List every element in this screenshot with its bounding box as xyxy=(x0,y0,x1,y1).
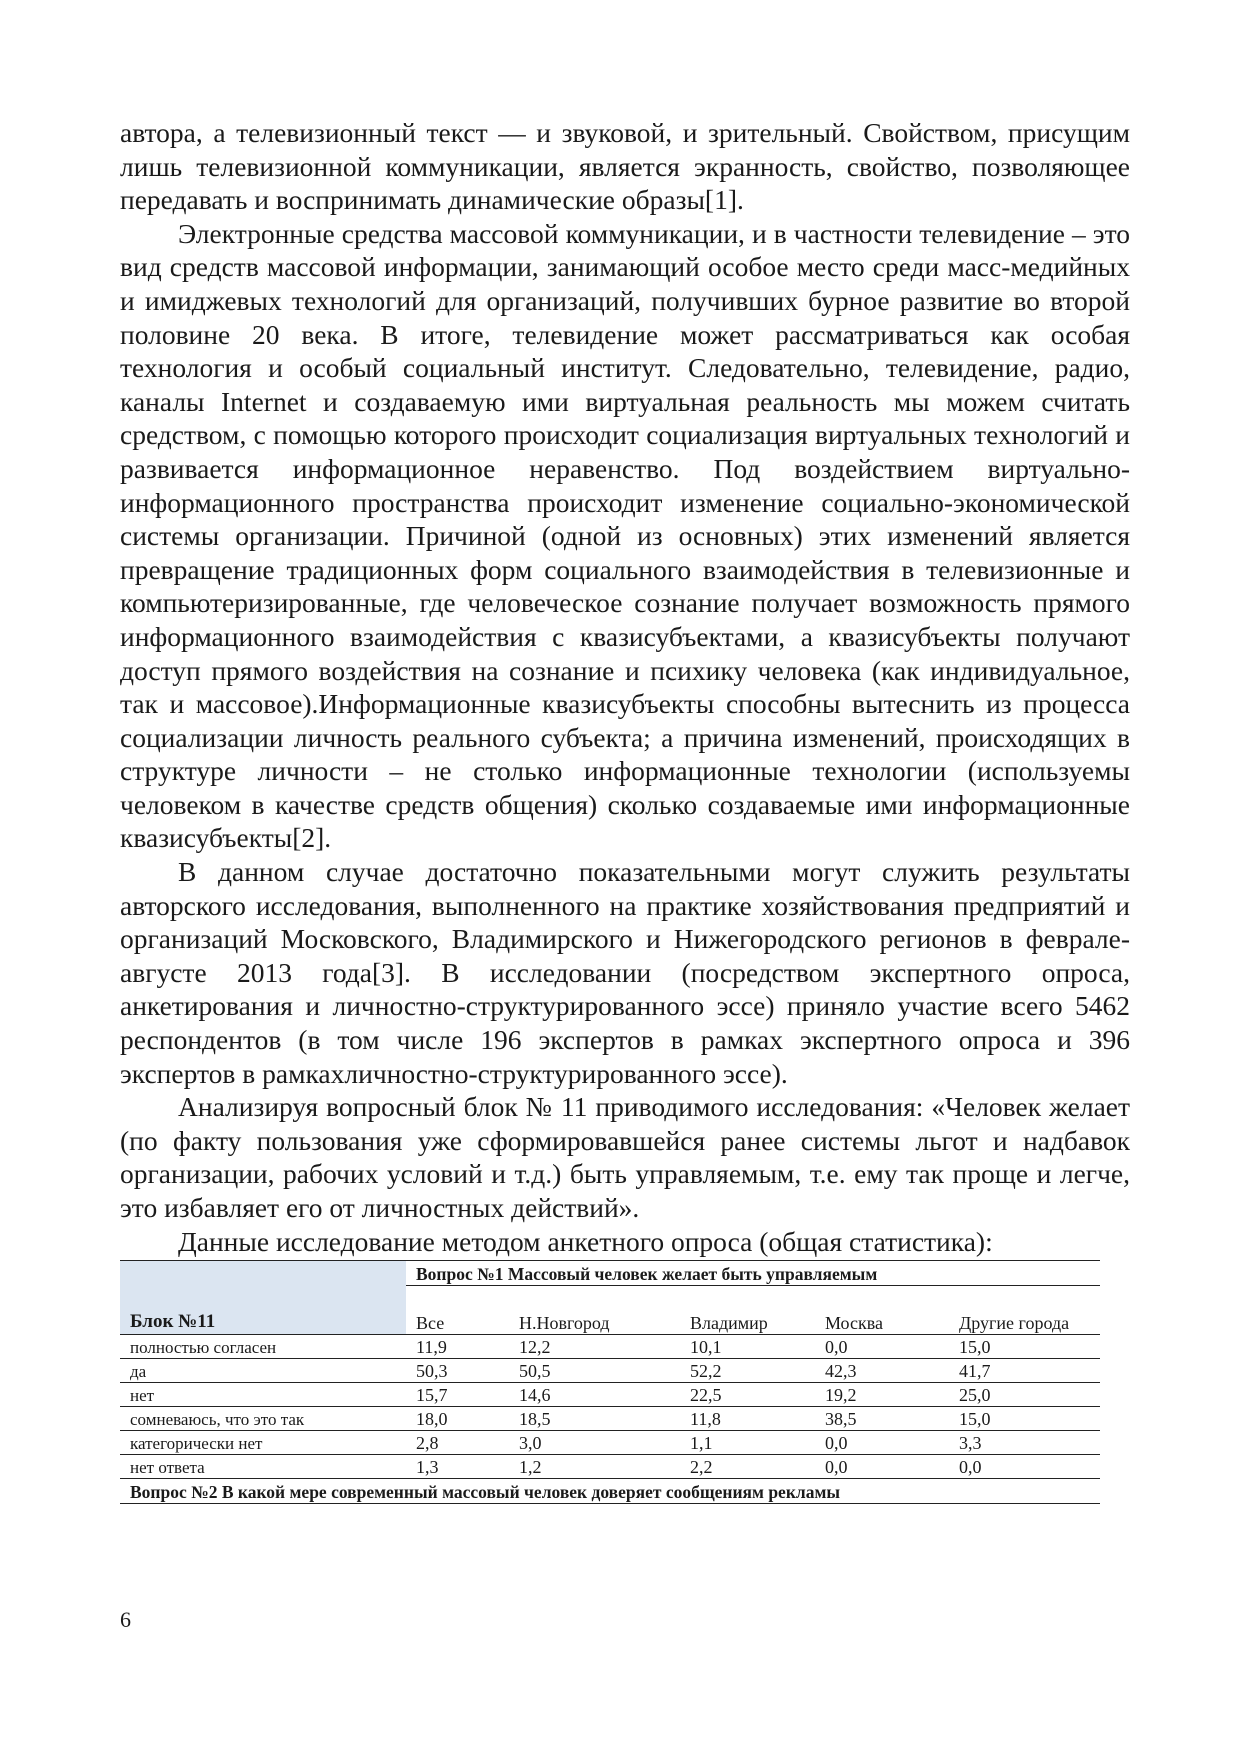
table-row xyxy=(120,1382,1100,1406)
cell-value: 25,0 xyxy=(949,1382,1100,1406)
paragraph-electronic-media: Электронные средства массовой коммуникации, и в частности телевидение – это вид средств массовой информации, занимающий особое место среди масс-медийных и имиджевых технологий для организаций, получивших бурное развитие во второй половине 20 века. В итоге, телевидение может рассматриваться как особая технология и особый социальный институт. Следовательно, телевидение, радио, каналы Internet и создаваемую ими виртуальная реальность мы можем считать средством, с помощью которого происходит социализация виртуальных технологий и развивается информационное неравенство. Под воздействием виртуально-информационного пространства происходит изменение социально-экономической системы организации. Причиной (одной из основных) этих изменений является превращение традиционных форм социального взаимодействия в телевизионные и компьютеризированные, где человеческое сознание получает возможность прямого информационного взаимодействия с квазисубъектами, а квазисубъекты получают доступ прямого воздействия на сознание и психику человека (как индивидуальное, так и массовое).Информационные квазисубъекты способны вытеснить из процесса социализации личность реального субъекта; а причина изменений, происходящих в структуре личности – не столько информационные технологии (используемы человеком в качестве средств общения) сколько создаваемые ими информационные квазисубъекты[2]. xyxy=(120,217,1130,854)
table-caption: Данные исследование методом анкетного опроса (общая статистика): xyxy=(178,1225,993,1257)
cell-value: 11,9 xyxy=(406,1334,509,1358)
cell-value: 15,0 xyxy=(949,1406,1100,1430)
table-header-columns-row xyxy=(120,1286,1100,1335)
column-header-nnovgorod: Н.Новгород xyxy=(509,1286,680,1335)
row-label: сомневаюсь, что это так xyxy=(120,1406,406,1430)
cell-value: 42,3 xyxy=(815,1358,949,1382)
table-row xyxy=(120,1406,1100,1430)
cell-value: 14,6 xyxy=(509,1382,680,1406)
survey-table xyxy=(120,1260,1100,1504)
cell-value: 0,0 xyxy=(949,1454,1100,1478)
cell-value: 22,5 xyxy=(680,1382,815,1406)
row-label: нет xyxy=(120,1382,406,1406)
column-header-moscow: Москва xyxy=(815,1286,949,1335)
paragraph-research-results: В данном случае достаточно показательными могут служить результаты авторского исследования, выполненного на практике хозяйствования предприятий и организаций Московского, Владимирского и Нижегородского регионов в феврале-августе 2013 года[3]. В исследовании (посредством экспертного опроса, анкетирования и личностно-структурированного эссе) приняло участие всего 5462 респондентов (в том числе 196 экспертов в рамках экспертного опроса и 396 экспертов в рамкахличностно-структурированного эссе). xyxy=(120,856,1130,1089)
cell-value: 0,0 xyxy=(815,1430,949,1454)
table-row xyxy=(120,1334,1100,1358)
column-header-all: Все xyxy=(406,1286,509,1335)
cell-value: 50,5 xyxy=(509,1358,680,1382)
cell-value: 15,7 xyxy=(406,1382,509,1406)
cell-value: 0,0 xyxy=(815,1334,949,1358)
cell-value: 3,3 xyxy=(949,1430,1100,1454)
cell-value: 38,5 xyxy=(815,1406,949,1430)
question2-title: Вопрос №2 В какой мере современный массовый человек доверяет сообщениям рекламы xyxy=(120,1478,1100,1503)
cell-value: 18,0 xyxy=(406,1406,509,1430)
row-label: нет ответа xyxy=(120,1454,406,1478)
cell-value: 15,0 xyxy=(949,1334,1100,1358)
cell-value: 0,0 xyxy=(815,1454,949,1478)
cell-value: 19,2 xyxy=(815,1382,949,1406)
table-row xyxy=(120,1358,1100,1382)
row-label: полностью согласен xyxy=(120,1334,406,1358)
cell-value: 3,0 xyxy=(509,1430,680,1454)
cell-value: 41,7 xyxy=(949,1358,1100,1382)
cell-value: 11,8 xyxy=(680,1406,815,1430)
page-number: 6 xyxy=(120,1607,131,1632)
cell-value: 2,8 xyxy=(406,1430,509,1454)
cell-value: 50,3 xyxy=(406,1358,509,1382)
column-header-other-cities: Другие города xyxy=(949,1286,1100,1335)
page-content xyxy=(120,116,1130,1504)
cell-value: 1,2 xyxy=(509,1454,680,1478)
paragraph-question-block: Анализируя вопросный блок № 11 приводимого исследования: «Человек желает (по факту пользования уже сформировавшейся ранее системы льгот и надбавок организации, рабочих условий и т.д.) быть управляемым, т.е. ему так проще и легче, это избавляет его от личностных действий». xyxy=(120,1091,1130,1223)
cell-value: 18,5 xyxy=(509,1406,680,1430)
cell-value: 2,2 xyxy=(680,1454,815,1478)
table-header-question-row xyxy=(120,1261,1100,1286)
cell-value: 1,3 xyxy=(406,1454,509,1478)
row-label: категорически нет xyxy=(120,1430,406,1454)
table-question2-row xyxy=(120,1478,1100,1503)
cell-value: 1,1 xyxy=(680,1430,815,1454)
row-label: да xyxy=(120,1358,406,1382)
header-corner-cell xyxy=(120,1261,406,1286)
cell-value: 12,2 xyxy=(509,1334,680,1358)
block-label: Блок №11 xyxy=(120,1286,406,1335)
cell-value: 52,2 xyxy=(680,1358,815,1382)
question1-title: Вопрос №1 Массовый человек желает быть управляемым xyxy=(406,1261,1100,1286)
paragraph-continuation: автора, а телевизионный текст — и звуковой, и зрительный. Свойством, присущим лишь телевизионной коммуникации, является экранность, свойство, позволяющее передавать и воспринимать динамические образы[1]. xyxy=(120,117,1130,216)
table-row xyxy=(120,1454,1100,1478)
column-header-vladimir: Владимир xyxy=(680,1286,815,1335)
cell-value: 10,1 xyxy=(680,1334,815,1358)
table-row xyxy=(120,1430,1100,1454)
